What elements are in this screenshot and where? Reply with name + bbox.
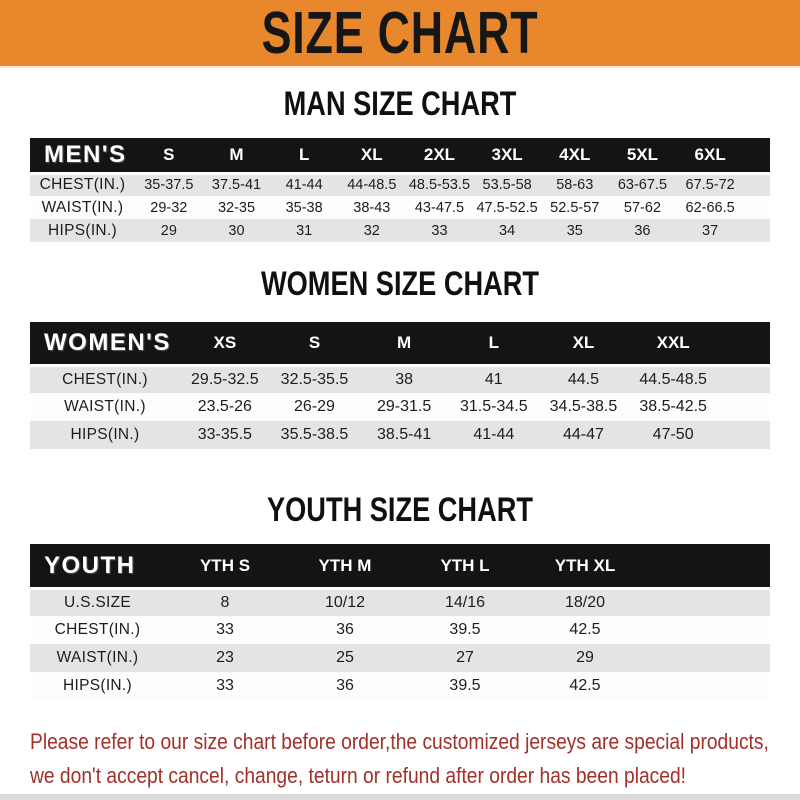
row-label: WAIST(IN.)	[64, 398, 146, 416]
col-header-women-5: XXL	[656, 332, 690, 352]
size-cell: 48.5-53.5	[408, 177, 471, 194]
size-cell: 23.5-26	[197, 398, 252, 416]
table-row-youth-2	[30, 644, 770, 672]
size-cell: 29	[576, 649, 594, 667]
size-cell: 33-35.5	[197, 426, 252, 444]
size-cell: 18/20	[564, 594, 606, 612]
size-cell: 35.5-38.5	[280, 426, 349, 444]
col-header-men-0: S	[163, 144, 175, 164]
size-cell: 30	[228, 222, 245, 239]
size-cell: 35-37.5	[144, 177, 194, 194]
size-cell: 31	[296, 222, 313, 239]
row-label: HIPS(IN.)	[70, 426, 140, 444]
size-cell: 8	[220, 594, 230, 612]
size-cell: 38-43	[353, 199, 391, 216]
section-heading-youth: YOUTH SIZE CHART	[267, 491, 533, 530]
size-cell: 47.5-52.5	[476, 199, 538, 216]
spacer	[645, 588, 770, 616]
table-body	[30, 173, 770, 242]
size-cell: 27	[456, 649, 474, 667]
section-women	[0, 265, 800, 449]
col-header-women-2: M	[397, 332, 412, 352]
size-cell: 42.5	[569, 621, 601, 639]
col-header-men-5: 3XL	[491, 144, 523, 164]
table-header-row	[30, 138, 770, 173]
col-header-youth-2: YTH L	[440, 555, 490, 575]
size-cell: 44-47	[562, 426, 604, 444]
size-cell: 58-63	[556, 177, 594, 194]
table-row-men-0	[30, 173, 770, 196]
size-chart-main	[0, 85, 800, 700]
size-cell: 37	[702, 222, 719, 239]
col-header-men-3: XL	[360, 144, 383, 164]
row-label: WAIST(IN.)	[56, 649, 139, 667]
size-cell: 44.5-48.5	[639, 370, 707, 388]
size-cell: 32-35	[217, 199, 256, 216]
size-cell: 39.5	[449, 621, 481, 639]
size-cell: 63-67.5	[617, 177, 668, 194]
men-table-title: MEN'S	[44, 140, 127, 168]
size-cell: 44.5	[567, 370, 600, 388]
size-cell: 41	[484, 370, 503, 388]
col-header-men-1: M	[229, 144, 244, 164]
size-cell: 67.5-72	[685, 177, 735, 194]
spacer	[744, 138, 770, 173]
size-cell: 38.5-41	[377, 426, 432, 444]
women-size-table	[30, 322, 770, 449]
table-head	[30, 322, 770, 365]
size-cell: 34.5-38.5	[549, 398, 618, 416]
col-header-men-7: 5XL	[626, 144, 659, 164]
size-cell: 41-44	[473, 426, 515, 444]
col-header-men-2: L	[298, 144, 310, 164]
size-cell: 29	[160, 222, 177, 239]
youth-size-table	[30, 544, 770, 700]
size-cell: 35	[566, 222, 583, 239]
banner-title: SIZE CHART	[261, 0, 539, 66]
size-cell: 37.5-41	[211, 177, 262, 194]
size-cell: 33	[431, 222, 448, 239]
size-cell: 34	[499, 222, 516, 239]
table-head	[30, 138, 770, 173]
size-cell: 62-66.5	[685, 199, 735, 216]
size-cell: 52.5-57	[550, 199, 600, 216]
size-cell: 38.5-42.5	[639, 398, 707, 416]
row-label: U.S.SIZE	[64, 594, 131, 612]
table-header-row	[30, 544, 770, 588]
row-label: HIPS(IN.)	[62, 677, 132, 695]
spacer	[718, 365, 770, 393]
col-header-youth-3: YTH XL	[554, 555, 616, 575]
table-row-women-2	[30, 421, 770, 449]
size-cell: 33	[216, 621, 234, 639]
size-cell: 39.5	[449, 677, 481, 695]
size-cell: 36	[634, 222, 651, 239]
size-cell: 35-38	[285, 199, 323, 216]
size-cell: 44-48.5	[347, 177, 397, 194]
size-cell: 31.5-34.5	[459, 398, 528, 416]
table-row-men-2	[30, 219, 770, 242]
size-cell: 43-47.5	[414, 199, 465, 216]
col-header-women-4: XL	[572, 332, 595, 352]
size-cell: 32.5-35.5	[280, 370, 349, 388]
col-header-women-0: XS	[213, 332, 237, 352]
spacer	[718, 322, 770, 365]
section-youth	[0, 491, 800, 700]
size-cell: 10/12	[324, 594, 366, 612]
spacer	[645, 644, 770, 672]
row-label: WAIST(IN.)	[41, 198, 124, 216]
size-cell: 29.5-32.5	[191, 370, 259, 388]
spacer	[645, 672, 770, 700]
spacer	[645, 544, 770, 588]
table-row-men-1	[30, 196, 770, 219]
row-label: HIPS(IN.)	[47, 221, 117, 239]
spacer	[718, 421, 770, 449]
footer-note-line-1: Please refer to our size chart before order,the customized jerseys are special products,	[30, 729, 769, 755]
bottom-edge-strip	[0, 794, 800, 800]
spacer	[718, 393, 770, 421]
table-header-row	[30, 322, 770, 365]
size-cell: 32	[363, 222, 380, 239]
size-cell: 33	[216, 677, 234, 695]
size-cell: 38	[395, 370, 414, 388]
size-cell: 23	[216, 649, 234, 667]
table-row-youth-1	[30, 616, 770, 644]
size-cell: 25	[336, 649, 354, 667]
table-row-youth-0	[30, 588, 770, 616]
row-label: CHEST(IN.)	[39, 176, 126, 194]
col-header-youth-1: YTH M	[318, 555, 372, 575]
spacer	[645, 616, 770, 644]
section-heading-women: WOMEN SIZE CHART	[260, 265, 540, 304]
size-cell: 42.5	[569, 677, 601, 695]
section-heading-men: MAN SIZE CHART	[283, 85, 517, 123]
footer-note	[0, 725, 800, 793]
size-cell: 41-44	[285, 177, 323, 194]
footer-note-line-2: we don't accept cancel, change, teturn or refund after order has been placed!	[30, 763, 687, 789]
size-cell: 36	[336, 621, 354, 639]
row-label: CHEST(IN.)	[54, 621, 141, 639]
size-cell: 26-29	[294, 398, 335, 416]
table-body	[30, 365, 770, 449]
section-men	[0, 85, 800, 242]
col-header-women-3: L	[488, 332, 499, 352]
banner	[0, 0, 800, 68]
size-cell: 57-62	[623, 199, 661, 216]
col-header-youth-0: YTH S	[199, 555, 251, 575]
women-table-title: WOMEN'S	[44, 328, 171, 356]
size-cell: 47-50	[652, 426, 694, 444]
size-cell: 53.5-58	[482, 177, 532, 194]
size-cell: 29-32	[150, 199, 188, 216]
spacer	[744, 219, 770, 242]
table-body	[30, 588, 770, 700]
size-cell: 36	[336, 677, 354, 695]
table-row-youth-3	[30, 672, 770, 700]
table-row-women-0	[30, 365, 770, 393]
youth-table-title: YOUTH	[44, 551, 136, 579]
col-header-women-1: S	[308, 332, 321, 352]
men-size-table	[30, 138, 770, 242]
spacer	[744, 196, 770, 219]
spacer	[744, 173, 770, 196]
table-row-women-1	[30, 393, 770, 421]
table-head	[30, 544, 770, 588]
row-label: CHEST(IN.)	[62, 370, 148, 388]
size-cell: 29-31.5	[377, 398, 432, 416]
col-header-men-8: 6XL	[694, 144, 726, 164]
col-header-men-6: 4XL	[559, 144, 591, 164]
size-cell: 14/16	[444, 594, 486, 612]
col-header-men-4: 2XL	[423, 144, 456, 164]
